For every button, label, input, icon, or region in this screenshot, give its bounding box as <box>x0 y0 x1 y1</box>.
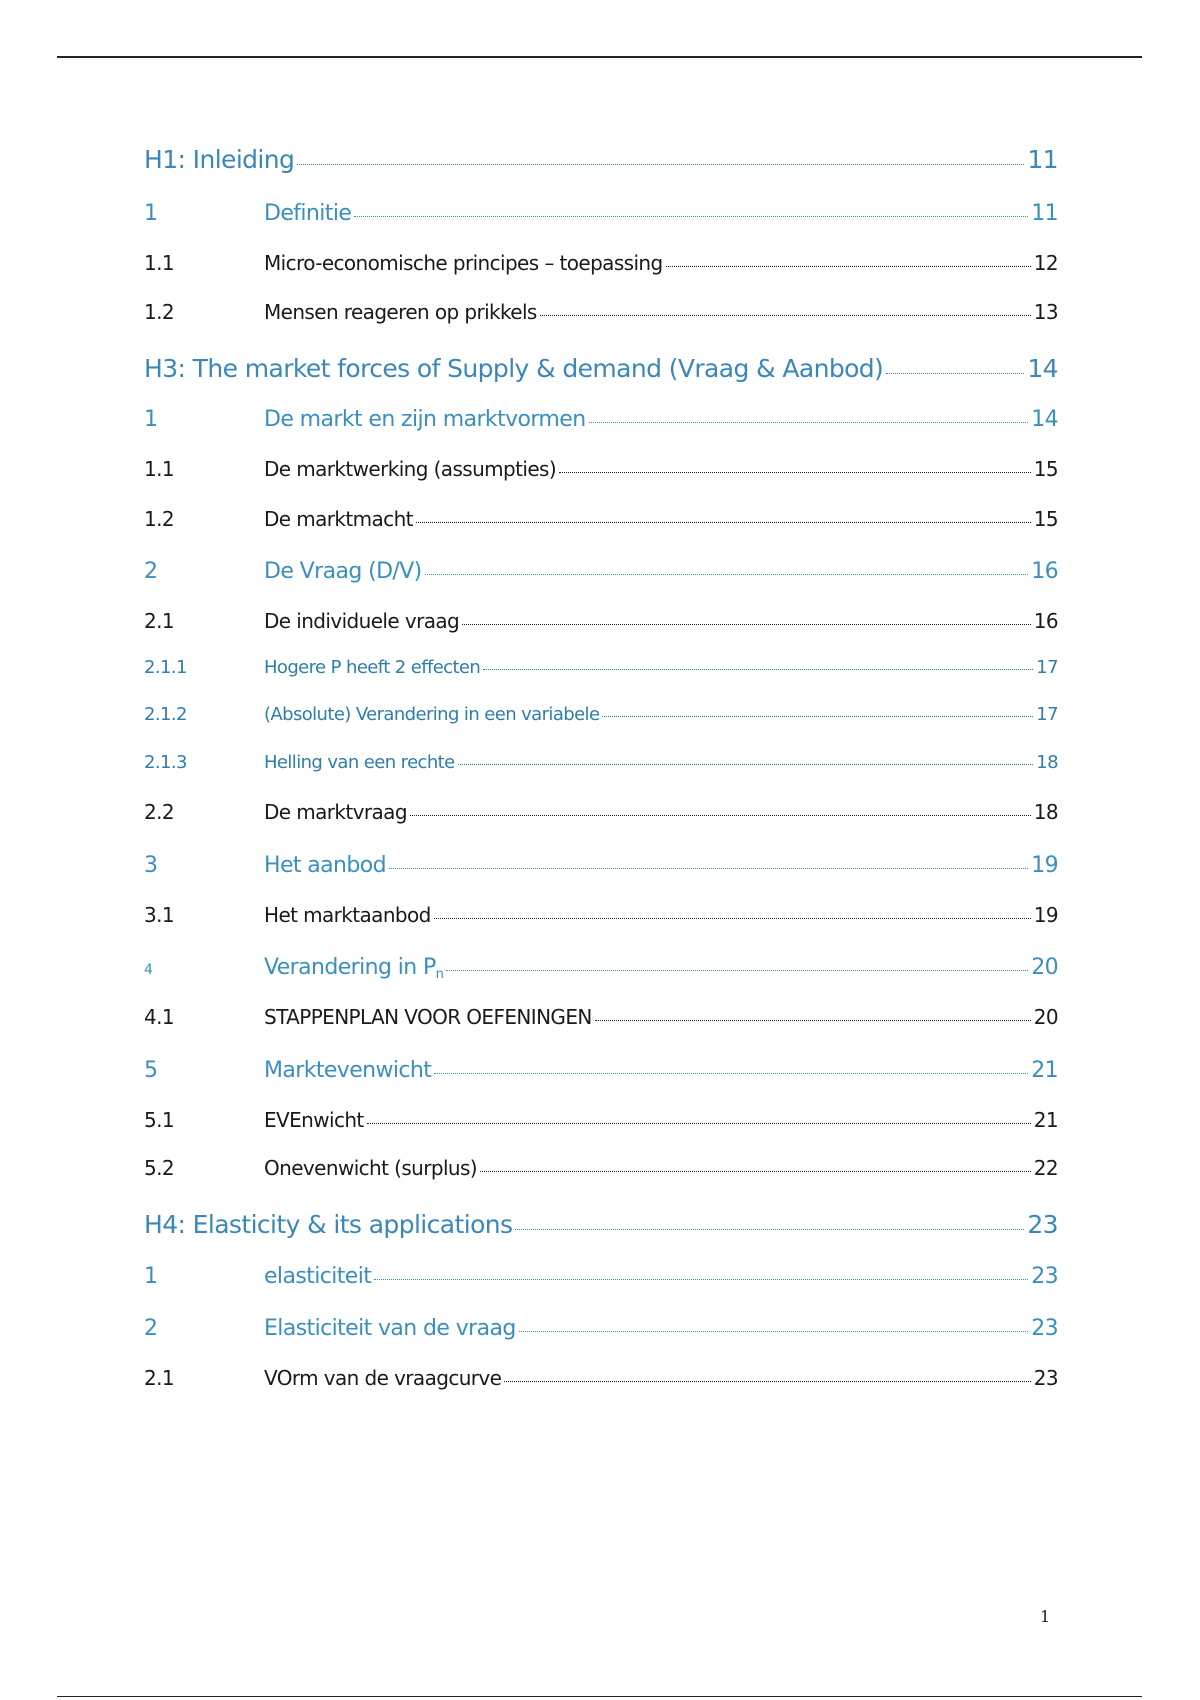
toc-dot-leader <box>559 455 1031 473</box>
toc-entry-title <box>264 300 537 324</box>
toc-entry-title-text: Het marktaanbod <box>264 903 431 927</box>
toc-dot-leader <box>666 249 1031 267</box>
toc-entry-number: 1 <box>144 200 158 226</box>
toc-entry-title-text: De individuele vraag <box>264 609 460 633</box>
toc-entry-title-text: H1: Inleiding <box>144 145 295 174</box>
toc-dot-leader <box>886 352 1024 374</box>
toc-entry-title-text: elasticiteit <box>264 1263 372 1289</box>
toc-dot-leader <box>297 143 1024 165</box>
toc-entry[interactable] <box>144 954 1058 982</box>
toc-entry-title <box>264 559 422 584</box>
toc-entry-title <box>264 507 413 531</box>
toc-entry[interactable] <box>144 300 1058 324</box>
toc-entry-title <box>144 354 883 383</box>
toc-entry[interactable] <box>144 200 1058 226</box>
toc-entry-page: 20 <box>1031 954 1058 980</box>
toc-dot-leader <box>458 749 1034 765</box>
toc-dot-leader <box>354 197 1028 217</box>
toc-entry-number: 4.1 <box>144 1005 175 1029</box>
toc-entry-page: 18 <box>1033 800 1058 824</box>
toc-entry-page: 23 <box>1031 1263 1058 1289</box>
toc-entry-title <box>264 1316 516 1341</box>
toc-entry-page: 17 <box>1036 657 1058 679</box>
toc-dot-leader <box>434 1054 1028 1074</box>
toc-entry-title-text: De marktwerking (assumpties) <box>264 457 557 481</box>
toc-entry-page: 21 <box>1031 1057 1058 1083</box>
toc-entry[interactable] <box>144 1156 1058 1180</box>
toc-entry[interactable] <box>144 457 1058 481</box>
toc-entry-title <box>264 1108 364 1132</box>
toc-entry-page: 23 <box>1027 1210 1058 1239</box>
toc-entry-title-text: H3: The market forces of Supply & demand (Vraag & Aanbod) <box>144 354 884 383</box>
toc-dot-leader <box>416 505 1031 523</box>
toc-entry[interactable] <box>144 1057 1058 1083</box>
toc-entry-page: 12 <box>1033 251 1058 275</box>
toc-entry-number: 5.1 <box>144 1108 175 1132</box>
toc-entry-page: 18 <box>1036 752 1058 774</box>
toc-entry-title-text: De markt en zijn marktvormen <box>264 406 586 432</box>
toc-entry-number: 1.1 <box>144 251 175 275</box>
toc-entry-title-text: EVEnwicht <box>264 1108 364 1132</box>
toc-entry-page: 14 <box>1027 354 1058 383</box>
toc-entry-number: 1 <box>144 1263 158 1289</box>
toc-entry-subscript: n <box>435 966 444 982</box>
toc-entry-page: 11 <box>1027 145 1058 174</box>
toc-entry[interactable] <box>144 406 1058 432</box>
toc-entry[interactable] <box>144 1005 1058 1029</box>
toc-entry[interactable] <box>144 704 1058 725</box>
toc-entry-title <box>264 903 431 927</box>
toc-entry-page: 16 <box>1033 609 1058 633</box>
toc-entry-number: 3.1 <box>144 903 175 927</box>
toc-entry-title <box>264 1366 501 1390</box>
toc-entry-page: 17 <box>1036 704 1058 726</box>
toc-entry-number: 2.2 <box>144 800 175 824</box>
toc-entry-title <box>264 1005 592 1029</box>
toc-entry[interactable] <box>144 251 1058 275</box>
toc-entry-number: 2 <box>144 1315 158 1341</box>
toc-entry-title-text: De marktmacht <box>264 507 413 531</box>
toc-entry-page: 20 <box>1033 1005 1058 1029</box>
toc-entry[interactable] <box>144 558 1058 584</box>
toc-dot-leader <box>410 798 1031 816</box>
toc-entry-title-text: De Vraag (D/V) <box>264 558 422 584</box>
toc-entry-title-text: STAPPENPLAN VOOR OEFENINGEN <box>264 1005 592 1029</box>
toc-entry-number: 2.1 <box>144 609 175 633</box>
toc-entry[interactable] <box>144 1263 1058 1289</box>
toc-entry-page: 21 <box>1033 1108 1058 1132</box>
toc-entry-number: 5.2 <box>144 1156 175 1180</box>
toc-entry-page: 16 <box>1031 558 1058 584</box>
toc-entry-number: 1.2 <box>144 300 175 324</box>
toc-entry-title-text: Hogere P heeft 2 effecten <box>264 657 481 679</box>
toc-dot-leader <box>374 1260 1028 1280</box>
toc-entry-number: 2 <box>144 558 158 584</box>
toc-entry-page: 19 <box>1031 852 1058 878</box>
toc-entry-title-text: (Absolute) Verandering in een variabele <box>264 704 600 726</box>
toc-entry[interactable] <box>144 354 1058 383</box>
toc-entry-title-text: De marktvraag <box>264 800 407 824</box>
toc-entry-title-text: Mensen reageren op prikkels <box>264 300 537 324</box>
toc-dot-leader <box>595 1003 1031 1021</box>
toc-dot-leader <box>434 901 1031 919</box>
toc-dot-leader <box>462 607 1031 625</box>
toc-dot-leader <box>504 1364 1030 1382</box>
toc-entry-number: 1 <box>144 406 158 432</box>
toc-entry-page: 23 <box>1031 1315 1058 1341</box>
toc-entry-title-text: Micro-economische principes – toepassing <box>264 251 663 275</box>
toc-entry-title-text: VOrm van de vraagcurve <box>264 1366 502 1390</box>
toc-entry-title <box>264 1156 477 1180</box>
toc-entry-title-text: Onevenwicht (surplus) <box>264 1156 477 1180</box>
toc-entry[interactable] <box>144 1315 1058 1341</box>
toc-dot-leader <box>483 654 1033 670</box>
toc-entry-title <box>264 853 386 878</box>
toc-entry-title <box>264 407 586 432</box>
toc-entry[interactable] <box>144 852 1058 878</box>
toc-entry-number: 2.1.1 <box>144 657 187 679</box>
toc-dot-leader <box>602 701 1033 717</box>
toc-entry-title <box>264 704 599 725</box>
toc-entry-page: 13 <box>1033 300 1058 324</box>
toc-entry[interactable] <box>144 657 1058 678</box>
toc-entry-title <box>144 1210 512 1239</box>
toc-dot-leader <box>446 951 1028 971</box>
toc-entry-page: 19 <box>1033 903 1058 927</box>
toc-entry-title <box>264 800 407 824</box>
toc-entry-page: 15 <box>1033 507 1058 531</box>
toc-entry-title <box>264 752 455 773</box>
toc-entry-title <box>264 251 663 275</box>
toc-entry-title-text: Het aanbod <box>264 852 386 878</box>
toc-entry[interactable] <box>144 1108 1058 1132</box>
toc-dot-leader <box>515 1208 1024 1230</box>
toc-dot-leader <box>480 1154 1031 1172</box>
toc-entry[interactable] <box>144 145 1058 174</box>
toc-entry-page: 15 <box>1033 457 1058 481</box>
toc-entry-title-text: Verandering in P <box>264 954 436 980</box>
toc-entry-title <box>264 1058 431 1083</box>
toc-entry[interactable] <box>144 800 1058 824</box>
toc-entry-number: 4 <box>144 961 153 978</box>
toc-entry-number: 1.1 <box>144 457 175 481</box>
toc-dot-leader <box>540 298 1031 316</box>
toc-entry[interactable] <box>144 507 1058 531</box>
toc-entry-title-text: Elasticiteit van de vraag <box>264 1315 516 1341</box>
toc-entry-title <box>264 657 480 678</box>
toc-entry-title <box>264 955 443 982</box>
toc-entry-number: 2.1 <box>144 1366 175 1390</box>
toc-entry-number: 1.2 <box>144 507 175 531</box>
toc-entry-number: 5 <box>144 1057 158 1083</box>
toc-dot-leader <box>389 849 1028 869</box>
top-rule <box>57 56 1142 58</box>
toc-entry-title <box>264 609 459 633</box>
toc-entry-title-text: Marktevenwicht <box>264 1057 432 1083</box>
toc-entry-title <box>264 201 351 226</box>
toc-entry-title <box>264 1264 371 1289</box>
toc-dot-leader <box>367 1106 1031 1124</box>
toc-dot-leader <box>425 555 1029 575</box>
toc-entry-number: 2.1.2 <box>144 704 187 726</box>
toc-entry[interactable] <box>144 1210 1058 1239</box>
page-number: 1 <box>1040 1607 1051 1626</box>
toc-entry-title-text: Helling van een rechte <box>264 752 455 774</box>
toc-entry-number: 3 <box>144 852 158 878</box>
toc-dot-leader <box>519 1312 1028 1332</box>
toc-entry[interactable] <box>144 752 1058 773</box>
toc-entry[interactable] <box>144 1366 1058 1390</box>
toc-entry-page: 23 <box>1033 1366 1058 1390</box>
toc-entry-title-text: H4: Elasticity & its applications <box>144 1210 513 1239</box>
toc-entry-title <box>264 457 556 481</box>
toc-dot-leader <box>589 403 1029 423</box>
toc-entry[interactable] <box>144 609 1058 633</box>
toc-entry-title <box>144 145 294 174</box>
toc-entry-page: 14 <box>1031 406 1058 432</box>
bottom-rule <box>57 1696 1142 1697</box>
toc-entry[interactable] <box>144 903 1058 927</box>
toc-entry-title-text: Definitie <box>264 200 352 226</box>
toc-entry-number: 2.1.3 <box>144 752 187 774</box>
toc-entry-page: 22 <box>1033 1156 1058 1180</box>
toc-entry-page: 11 <box>1031 200 1058 226</box>
